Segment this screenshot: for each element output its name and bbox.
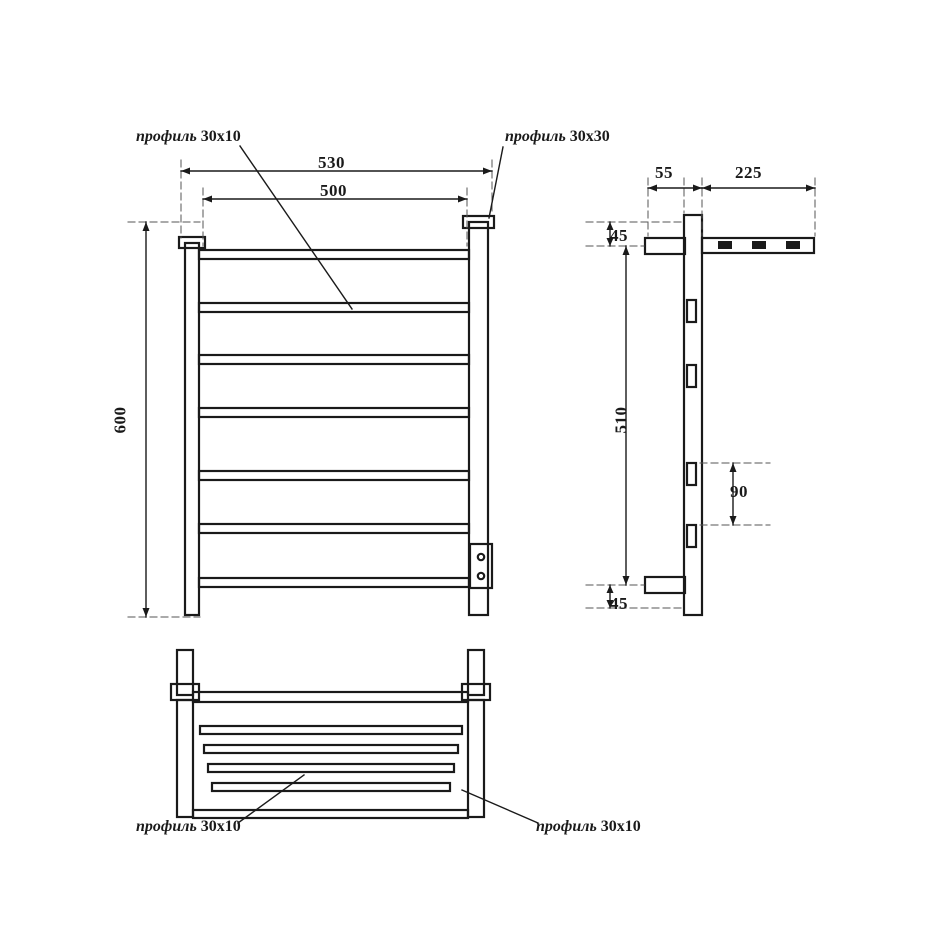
front-view-dimension-lines xyxy=(143,168,493,618)
dim-center-height-510: 510 xyxy=(611,406,631,434)
side-view-dimension-lines xyxy=(607,185,816,609)
bottom-right-profile-prefix: профиль xyxy=(536,818,597,835)
dim-inner-width-500: 500 xyxy=(320,181,347,200)
dim-top-offset-45: 45 xyxy=(610,226,628,245)
front-right-profile-size: 30x30 xyxy=(569,128,610,145)
front-right-profile-callout xyxy=(505,128,610,146)
bottom-left-profile-size: 30x10 xyxy=(200,818,241,835)
bottom-left-profile-prefix: профиль xyxy=(136,818,197,835)
side-view-geometry xyxy=(645,215,814,615)
dim-outer-width-530: 530 xyxy=(318,153,345,172)
front-left-profile-size: 30x10 xyxy=(200,128,241,145)
bottom-right-profile-callout xyxy=(536,818,641,836)
dim-height-600: 600 xyxy=(110,406,130,434)
front-left-profile-prefix: профиль xyxy=(136,128,197,145)
dim-mid-spacing-90: 90 xyxy=(730,482,748,501)
front-right-profile-prefix: профиль xyxy=(505,128,566,145)
bottom-left-profile-callout xyxy=(136,818,241,836)
bottom-right-profile-size: 30x10 xyxy=(600,818,641,835)
front-left-profile-callout xyxy=(136,128,241,146)
bottom-view-geometry xyxy=(171,650,490,818)
dim-bracket-offset-55: 55 xyxy=(655,163,673,182)
dim-bracket-length-225: 225 xyxy=(735,163,762,182)
front-view-geometry xyxy=(179,216,494,615)
front-view-extension-lines xyxy=(128,160,492,617)
dim-bottom-offset-45: 45 xyxy=(610,594,628,613)
